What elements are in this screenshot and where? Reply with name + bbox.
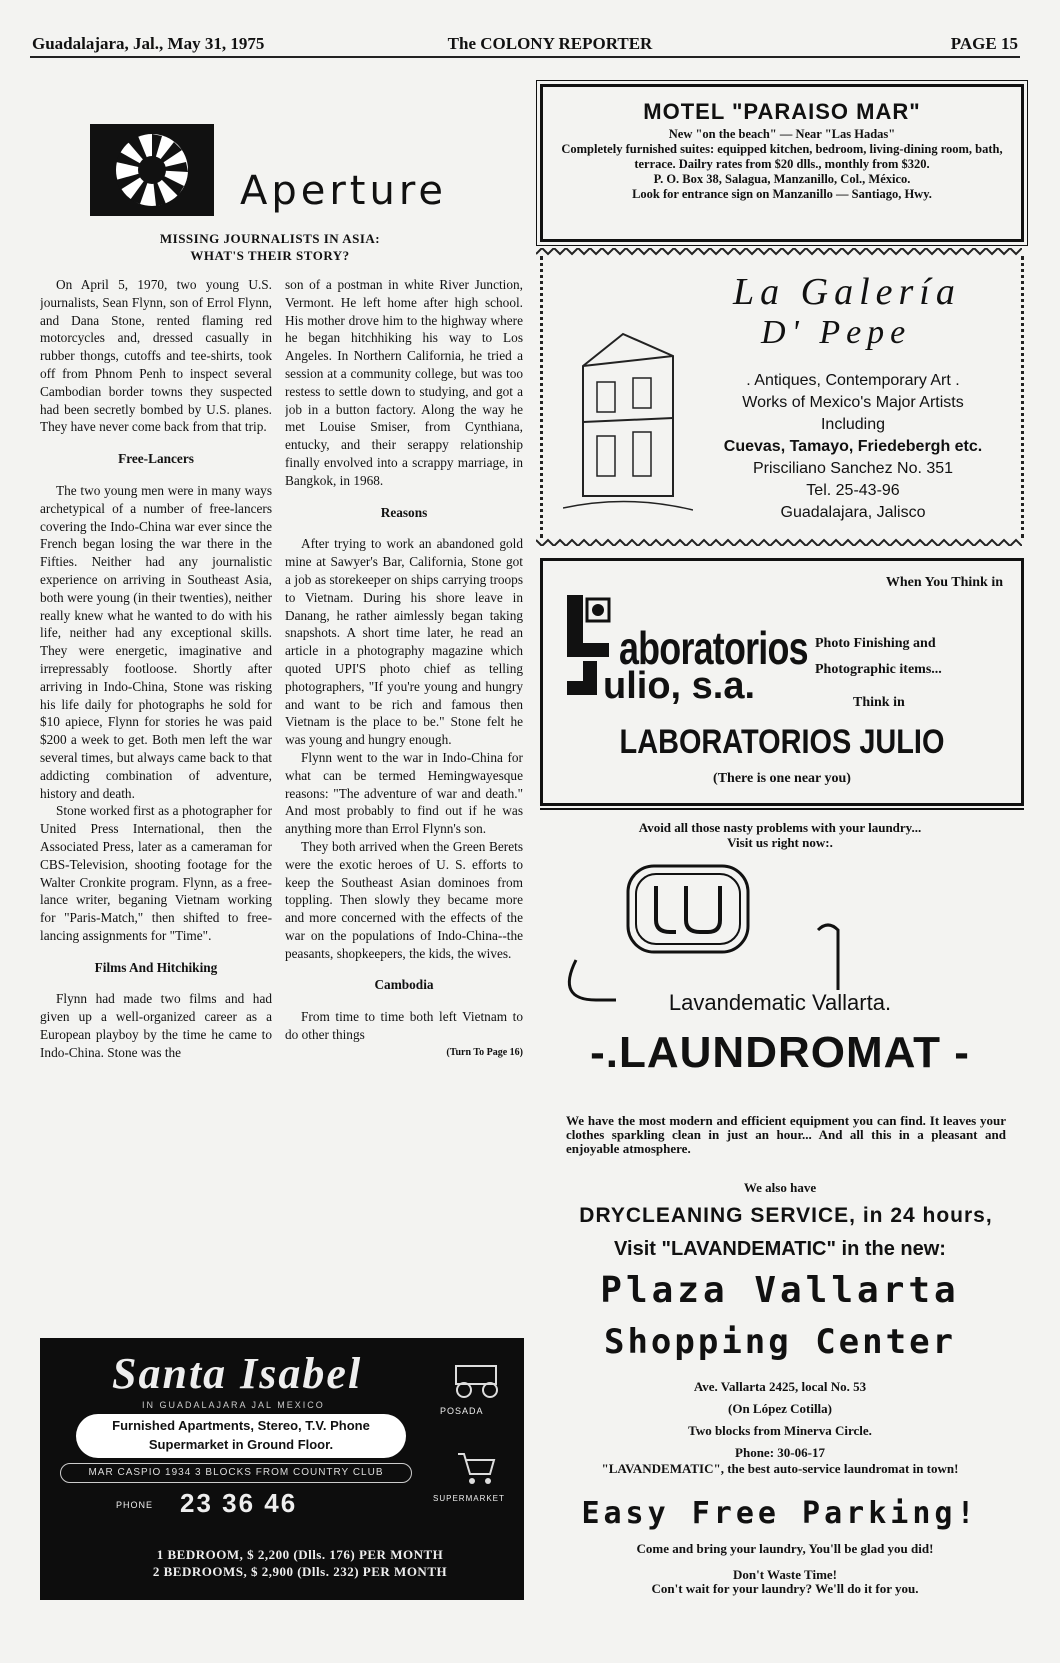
lab-service-line: Photographic items... <box>815 662 942 677</box>
phone-number: 23 36 46 <box>180 1488 298 1518</box>
galeria-line: Guadalajara, Jalisco <box>780 504 926 521</box>
article-paragraph: Flynn went to the war in Indo-China for what can be termed Hemingwayesque reasons: "The adventure of war and death." And most probably to find out if he was anything more than Errol Flynn's son. <box>285 749 523 837</box>
lav-address-line: Ave. Vallarta 2425, local No. 53 <box>693 1379 867 1394</box>
lab-tagline: When You Think in <box>885 575 1003 590</box>
lav-closing-line-1: Don't Waste Time! <box>732 1567 837 1582</box>
lab-services <box>815 631 1005 683</box>
rate-line-1: 1 BEDROOM, $ 2,200 (Dlls. 176) PER MONTH <box>156 1547 444 1562</box>
lav-closing <box>560 1568 1010 1596</box>
article-column-2 <box>285 276 523 1316</box>
lav-address-line: (On López Cotilla) <box>728 1401 832 1416</box>
section-heading: Cambodia <box>374 977 434 993</box>
article-paragraph: The two young men were in many ways archetypical of a number of free-lancers covering the Indo-China war ever since the French began losing the war there in the Fifties. Neither had any journalistic experience on arriving in Southeast Asia, both were young (in their twenties), neither really knew what he wanted to do with his life, neither had any exceptional skills. They were energetic, imaginative and irrepressably footloose. Shortly after arriving in Indo-China, Stone was risking his life daily for photographs he sold for $10 apiece, Flynn for stories he was paid $200 a week to get. Both men left the war several times, but always came back to that addicting combination of adventure, history and death. <box>40 482 272 801</box>
motel-line: P. O. Box 38, Salagua, Manzanillo, Col., México. <box>653 172 911 186</box>
laundromat-heading: -.LAUNDROMAT - <box>590 1028 970 1077</box>
galeria-line: Including <box>820 416 886 433</box>
rate-line-2: 2 BEDROOMS, $ 2,900 (Dlls. 232) PER MONTH <box>152 1564 448 1579</box>
aperture-logo <box>90 124 214 216</box>
santa-isabel-ad <box>40 1338 524 1600</box>
header-masthead: The COLONY REPORTER <box>447 34 653 53</box>
santa-isabel-rates <box>100 1546 500 1580</box>
drycleaning-heading: DRYCLEANING SERVICE, in 24 hours, <box>579 1204 993 1227</box>
lab-name-big: LABORATORIOS JULIO <box>619 723 945 761</box>
lav-come-line: Come and bring your laundry, You'll be glad you did! <box>636 1541 934 1556</box>
galeria-line: . Antiques, Contemporary Art . <box>746 372 960 389</box>
motel-line: New "on the beach" — Near "Las Hadas" <box>668 127 896 141</box>
divider <box>540 808 1024 810</box>
lav-best-line: "LAVANDEMATIC", the best auto-service laundromat in town! <box>601 1461 959 1476</box>
lav-intro-line-1: Avoid all those nasty problems with your laundry... <box>638 820 922 835</box>
page-header <box>30 32 1020 58</box>
plaza-vallarta-heading: Plaza Vallarta <box>600 1270 960 1311</box>
galeria-details <box>693 370 1013 524</box>
lab-tagline-2: Think in <box>853 695 905 710</box>
lav-description: We have the most modern and efficient equipment you can find. It leaves your clothes sparkling clean in just an hour... And all this in a pleasant and enjoyable atmosphere. <box>566 1113 1006 1156</box>
lab-logo-name-1: aboratorios <box>619 622 808 674</box>
shopping-cart-icon <box>454 1448 498 1488</box>
article-paragraph: son of a postman in white River Junction, Vermont. He left home after high school. His mother drove him to the highway where he began hitchhiking his way to Los Angeles. In Northern California, he tried a session at a community college, but was too restess to settle down to studying, and got a job in a button factory. Along the way he met Louise Smiser, from Cynthiana, entucky, and their serappy relationship finally envolved into a scrappy marriage, in Bangkok, in 1968. <box>285 277 523 488</box>
galeria-line: Cuevas, Tamayo, Friedebergh etc. <box>723 438 983 455</box>
santa-isabel-features <box>76 1414 406 1458</box>
header-page-number: PAGE 15 <box>950 34 1018 53</box>
section-heading: Films And Hitchiking <box>94 959 218 975</box>
motel-title: MOTEL "PARAISO MAR" <box>643 99 921 124</box>
lav-also-have: We also have <box>743 1180 817 1195</box>
galeria-line: Works of Mexico's Major Artists <box>742 394 964 411</box>
colonial-building-illustration <box>563 326 693 521</box>
galeria-title: La Galería <box>733 271 961 313</box>
continuation-note: (Turn To Page 16) <box>446 1046 523 1058</box>
visit-heading: Visit "LAVANDEMATIC" in the new: <box>614 1238 946 1260</box>
galeria-title-2: D' Pepe <box>761 314 912 351</box>
posada-label: POSADA <box>440 1406 484 1416</box>
lab-service-line: Photo Finishing and <box>815 636 936 651</box>
article-paragraph: After trying to work an abandoned gold mine at Sawyer's Bar, California, Stone got a job as storekeeper on ships carrying troops to Vietnam. During his shore leave in Danang, he rather aimlessly began taking snapshots. A short time later, he read an article in a photography magazine which quoted UPI'S photo chief as telling photographers, "If you're young and hungry and want to be rich and famous then Vietnam is the place to be." Stone felt he was young and hungry enough. <box>285 536 523 748</box>
lav-address-line: Two blocks from Minerva Circle. <box>688 1423 872 1438</box>
aperture-headline-line-2: WHAT'S THEIR STORY? <box>190 248 350 263</box>
carriage-icon <box>446 1360 508 1400</box>
motel-paraiso-ad <box>540 84 1024 242</box>
lav-closing-line-2: Con't wait for your laundry? We'll do it for you. <box>651 1581 919 1596</box>
lav-address <box>560 1376 1000 1464</box>
aperture-headline <box>40 230 500 264</box>
zigzag-border-bottom <box>536 534 1022 546</box>
article-paragraph: They both arrived when the Green Berets were the exotic heroes of U. S. efforts to keep the Southeast Asian dominoes from toppling. Then slowly they became more and more concerned with the effects of the war on the populations of Indo-China--the peasants, shopkeepers, the kids, the wives. <box>285 838 523 961</box>
aperture-headline-line-1: MISSING JOURNALISTS IN ASIA: <box>159 231 381 246</box>
lavandematic-name: Lavandematic Vallarta. <box>668 990 892 1015</box>
article-paragraph: On April 5, 1970, two young U.S. journalists, Sean Flynn, son of Errol Flynn, and Dana Stone, rented flaming red motorcycles and, dressed casually in rubber thongs, cutoffs and tee-shirts, took off from Phnom Penh to inspect several Cambodian border towns they suspected had been secretly bombed by U.S. planes. They have never come back from that trip. <box>40 277 272 435</box>
article-paragraph: From time to time both left Vietnam to do other things <box>285 1009 523 1043</box>
galeria-line: Tel. 25-43-96 <box>806 482 900 499</box>
lab-logo-name-2: ulio, s.a. <box>603 665 756 707</box>
lav-intro-line-2: Visit us right now:. <box>727 835 833 850</box>
article-paragraph: Flynn had made two films and had given up a well-organized career as a European playboy by the time he came to Indo-China. Stone was the <box>40 991 272 1060</box>
santa-isabel-address: MAR CASPIO 1934 3 BLOCKS FROM COUNTRY CLUB <box>60 1463 412 1483</box>
lav-address-line: Phone: 30-06-17 <box>735 1445 825 1460</box>
shopping-center-heading: Shopping Center <box>603 1322 957 1362</box>
aperture-title: Aperture <box>240 168 448 214</box>
article-paragraph: Stone worked first as a photographer for United Press International, then the Associated Press, later as a cameraman for CBS-Television, shooting footage for the Walter Cronkite program. Flynn, as a free-lance writer, beganing Vietnam working for "Paris-Match," then shifted to free-lancing assignments for "Time". <box>40 803 272 943</box>
lav-intro <box>560 820 1000 850</box>
santa-isabel-title: Santa Isabel <box>112 1349 363 1398</box>
section-heading: Reasons <box>380 504 428 520</box>
features-line-2: Supermarket in Ground Floor. <box>148 1437 334 1452</box>
section-heading: Free-Lancers <box>118 451 194 467</box>
galeria-line: Prisciliano Sanchez No. 351 <box>752 460 954 477</box>
supermarket-label: SUPERMARKET <box>433 1494 505 1503</box>
santa-isabel-subtitle: IN GUADALAJARA JAL MEXICO <box>142 1400 325 1410</box>
easy-parking-heading: Easy Free Parking! <box>581 1496 979 1531</box>
motel-line: Completely furnished suites: equipped kitchen, bedroom, living-dining room, bath, terrace. Dailry rates from $20 dlls., monthly from $320. <box>561 142 1003 171</box>
galeria-pepe-ad <box>540 256 1024 538</box>
article-column-1 <box>40 276 272 1320</box>
motel-line: Look for entrance sign on Manzanillo — Santiago, Hwy. <box>632 187 932 201</box>
laboratorios-julio-ad <box>540 558 1024 806</box>
features-line-1: Furnished Apartments, Stereo, T.V. Phone <box>112 1418 370 1433</box>
phone-label: PHONE <box>116 1500 154 1510</box>
header-dateline: Guadalajara, Jal., May 31, 1975 <box>32 34 265 53</box>
lab-note: (There is one near you) <box>713 771 851 786</box>
